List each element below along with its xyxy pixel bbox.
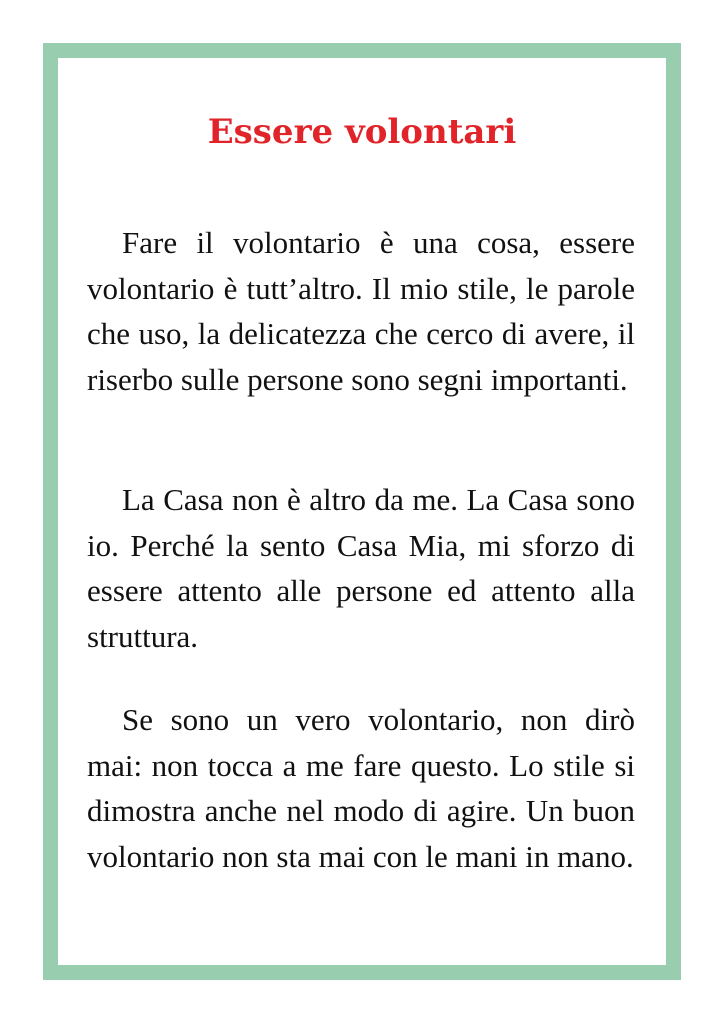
page-title: Essere volontari: [207, 112, 517, 152]
paragraph-2: La Casa non è altro da me. La Casa sono io. Perché la sento Casa Mia, mi sforzo di essere attento alle persone ed attento alla struttura.: [87, 482, 635, 654]
paragraph-3: Se sono un vero volontario, non dirò mai: non tocca a me fare questo. Lo stile si dimostra anche nel modo di agire. Un buon volontario non sta mai con le mani in mano.: [87, 702, 635, 874]
paragraph-1: Fare il volontario è una cosa, essere volontario è tutt’altro. Il mio stile, le parole che uso, la delicatezza che cerco di avere, il riserbo sulle persone sono segni importanti.: [87, 225, 635, 397]
